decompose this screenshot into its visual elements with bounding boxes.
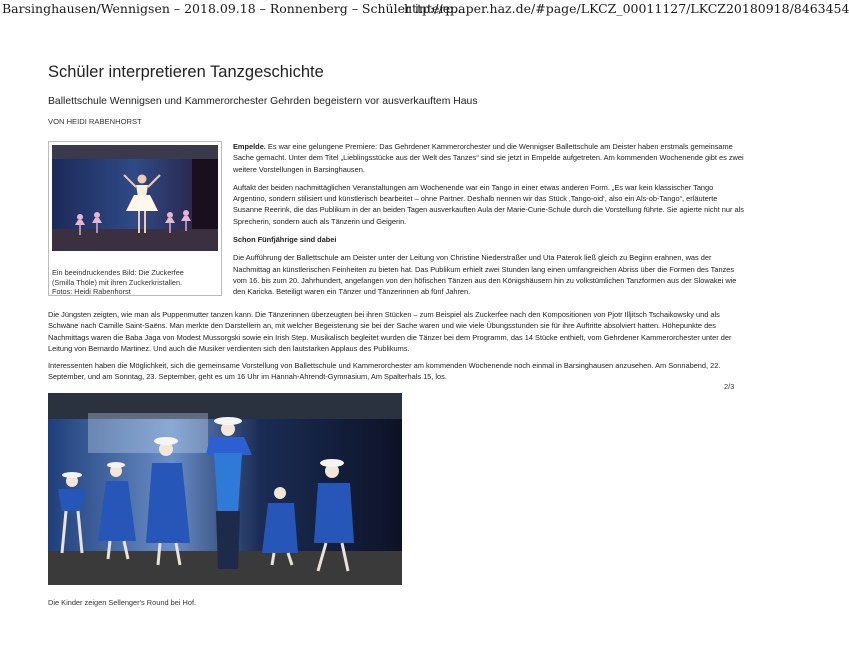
article-title: Schüler interpretieren Tanzgeschichte	[48, 63, 324, 81]
page-number: 2/3	[724, 382, 735, 391]
article-subtitle: Ballettschule Wennigsen und Kammerorchester Gehrden begeistern vor ausverkauftem Haus	[48, 96, 478, 107]
paragraph-1	[233, 141, 745, 175]
print-header	[0, 0, 849, 18]
figure-caption-2: Die Kinder zeigen Sellenger's Round bei Hof.	[48, 598, 197, 607]
figure-sellengers-round	[48, 393, 402, 590]
header-title: Barsinghausen/Wennigsen – 2018.09.18 – Ronnenberg – Schüler interp...	[2, 1, 466, 16]
header-url[interactable]: http://epaper.haz.de/#page/LKCZ_00011127/LKCZ20180918/8463454	[404, 1, 849, 16]
photo-credit: Fotos: Heidi Rabenhorst	[52, 287, 131, 297]
figure-caption-1	[52, 268, 220, 297]
paragraph-2: Auftakt der beiden nachmittäglichen Veranstaltungen am Wochenende war ein Tango in einer etwas anderen Form. „Es war kein klassischer Tango Argentino, sondern stilisiert und künstlerisch bearbeitet – ohne Partner. Deshalb nennen wir das Stück ‚Tango-oid‘, also ein Als-ob-Tango“, erläuterte Susanne Reerink, die das Publikum in der an beiden Tagen ausverkauften Aula der Marie-Curie-Schule durch die Vorstellung führte. Sie agierte nicht nur als Sprecherin, sondern auch als Tänzerin und Geigerin.	[233, 182, 744, 226]
article-author: VON HEIDI RABENHORST	[48, 117, 142, 126]
dateline: Empelde.	[233, 142, 266, 151]
dancers-photo	[48, 393, 402, 585]
caption-line: (Smilla Thöle) mit ihren Zuckerkristallen.	[52, 277, 183, 287]
caption-line: Ein beeindruckendes Bild: Die Zuckerfee	[52, 268, 184, 277]
article-column	[233, 141, 745, 305]
sugar-fairy-photo	[52, 145, 218, 251]
subheading: Schon Fünfjährige sind dabei	[233, 235, 337, 245]
paragraph-3: Die Aufführung der Ballettschule am Deister unter der Leitung von Christine Niederstraßer und Uta Paterok ließ gleich zu Beginn erahnen, was der Nachmittag an künstlerischen Feinheiten zu bieten hat. Das Publikum erhielt zwei Stunden lang einen umfangreichen Abriss über die Formen des Tanzes vom 16. bis zum 20. Jahrhundert, angefangen von den höfischen Tänzen aus den Königshäusern hin zu volkstümlichen Tanzformen aus der Slowakei wie den Karicka. Beteiligt waren ein Tänzer und Tänzerinnen ab fünf Jahren.	[233, 253, 737, 297]
paragraph-4: Die Jüngsten zeigten, wie man als Puppenmutter tanzen kann. Die Tänzerinnen überzeugten bei ihren Stücken – zum Beispiel als Zuckerfee nach den Kompositionen von Pjotr Illjitsch Tschaikowsky und als Schwäne nach Camille Saint-Saëns. Man merkte den Darstellern an, mit welcher Begeisterung sie bei der Sache waren und wie viele Übungsstunden sie für ihre Auftritte absolviert hatten. Höhepunkte des Nachmittags waren die Baba Jaga von Modest Mussorgski sowie ein Irish Step. Musikalisch begleitet wurden die Tänzer bei dem Programm, das 14 Stücke enthielt, vom Gehrdener Kammerorchester unter der Leitung von Bernardo Martinez. Und auch die Musiker verdienten sich den lautstarken Applaus des Publikums.	[48, 310, 732, 353]
paragraph-5: Interessenten haben die Möglichkeit, sich die gemeinsame Vorstellung von Ballettschule und Kammerorchester am kommenden Wochenende noch einmal in Barsinghausen anzusehen. Am Sonnabend, 22. September, und am Sonntag, 23. September, geht es um 16 Uhr im Hannah-Ahrendt-Gymnasium, Am Spalterhals 15, los.	[48, 361, 721, 382]
paragraph-1-text: Es war eine gelungene Premiere: Das Gehrdener Kammerorchester und die Wennigser Ballettschule am Deister haben erstmals gemeinsame Sache gemacht. Unter dem Titel „Lieblingsstücke aus der Welt des Tanzes“ sind sie jetzt in Empelde aufgetreten. Am kommenden Wochenende gibt es zwei weitere Vorstellungen in Barsinghausen.	[233, 142, 744, 174]
